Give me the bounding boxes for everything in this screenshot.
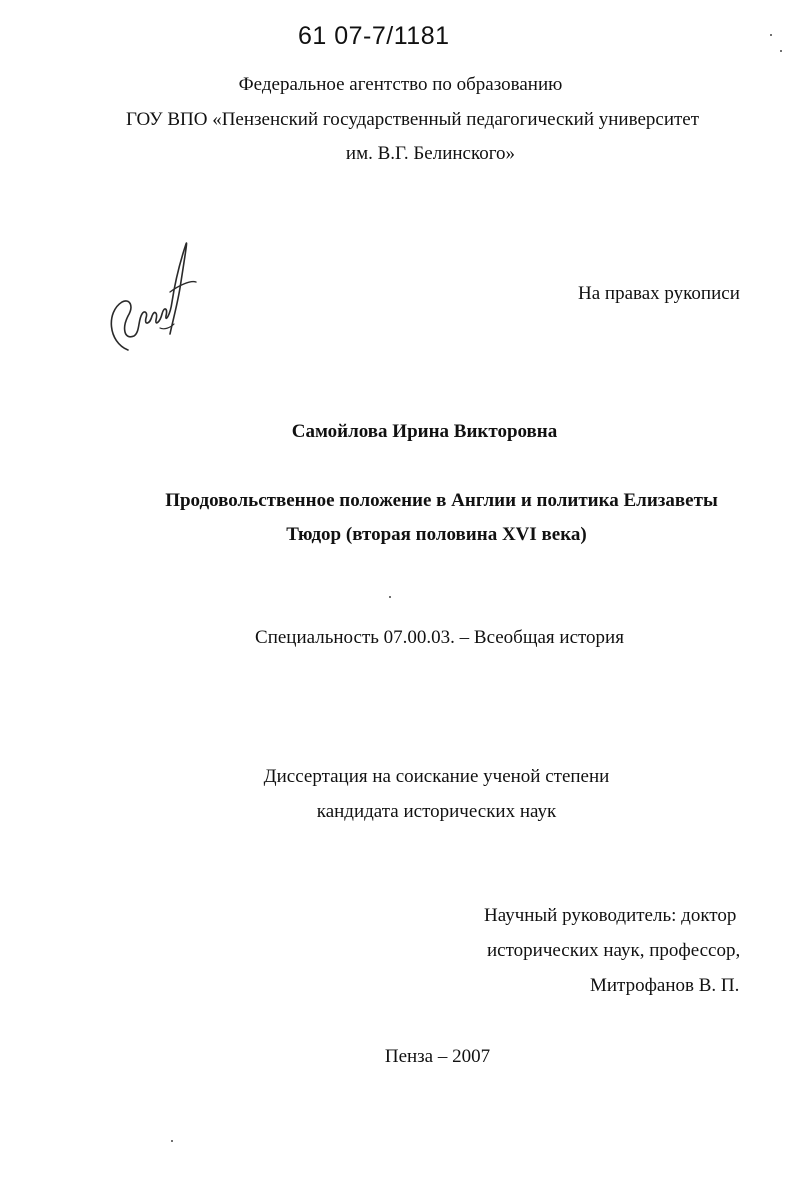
speck-mark (770, 34, 772, 36)
speck-mark (171, 1140, 173, 1142)
agency-name: Федеральное агентство по образованию (238, 74, 563, 95)
dissertation-title-line-1: Продовольственное положение в Англии и политика Елизаветы (165, 490, 718, 511)
university-named-after: им. В.Г. Белинского» (345, 143, 516, 164)
catalog-number: 61 07-7/1181 (298, 22, 450, 50)
specialty: Специальность 07.00.03. – Всеобщая история (255, 627, 624, 648)
degree-line-1: Диссертация на соискание ученой степени (263, 766, 610, 787)
supervisor-name: Митрофанов В. П. (590, 975, 740, 996)
supervisor-line-1: Научный руководитель: доктор (484, 905, 737, 926)
dissertation-title-line-2: Тюдор (вторая половина XVI века) (286, 524, 587, 545)
speck-mark (389, 596, 391, 598)
university-name: ГОУ ВПО «Пензенский государственный педагогический университет (125, 109, 700, 130)
author-name: Самойлова Ирина Викторовна (291, 421, 558, 442)
place-and-year: Пенза – 2007 (384, 1046, 491, 1067)
handwritten-signature (100, 232, 210, 372)
degree-line-2: кандидата исторических наук (316, 801, 557, 822)
supervisor-line-2: исторических наук, профессор, (487, 940, 741, 961)
rights-note: На правах рукописи (578, 283, 740, 304)
speck-mark (780, 50, 782, 52)
